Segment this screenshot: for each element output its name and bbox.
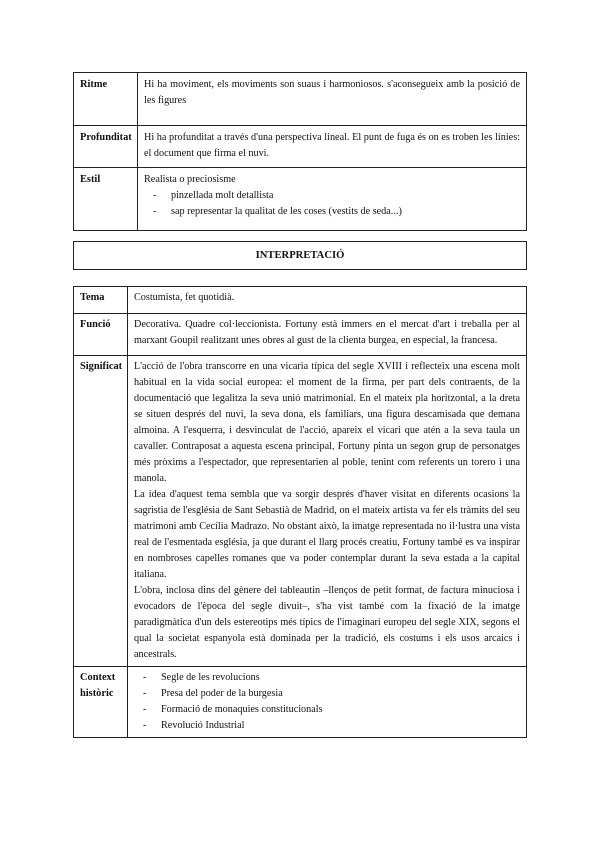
list-item: - Formació de monaquies constitucionals (134, 702, 520, 718)
row-significat (74, 356, 527, 667)
row-funcio (74, 314, 527, 356)
row-text: Costumista, fet quotidià. (128, 287, 527, 314)
row-label: Profunditat (74, 126, 138, 168)
significat-paragraph: L'obra, inclosa dins del gènere del tableautin –llenços de petit format, de factura minuciosa i evocadors de l'època del segle divuit–, s'ha vist també com la fixació de la imatge paradigmàtica d'un dels estereotips més típics de l'imaginari europeu del segle XIX, segons el qual la societat espanyola està dominada per la tradició, els costums i els usos arcaics i ancestrals. (134, 585, 520, 660)
row-text (128, 356, 527, 667)
row-estil (74, 168, 527, 231)
row-text (128, 667, 527, 738)
list-item: - Revolució Industrial (134, 718, 520, 734)
list-item: - sap representar la qualitat de les coses (vestits de seda...) (144, 204, 520, 220)
row-label: Funció (74, 314, 128, 356)
row-profunditat (74, 126, 527, 168)
context-list (134, 670, 520, 734)
interpretation-table (73, 286, 527, 738)
row-context (74, 667, 527, 738)
list-item: - Segle de les revolucions (134, 670, 520, 686)
row-label: Context històric (74, 667, 128, 738)
list-item: - Presa del poder de la burgesia (134, 686, 520, 702)
estil-intro: Realista o preciosisme (144, 174, 236, 185)
row-text: Hi ha profunditat a través d'una perspectiva lineal. El punt de fuga és on es troben les línies: el document que firma el nuvi. (138, 126, 527, 168)
significat-paragraph: La idea d'aquest tema sembla que va sorgir després d'haver visitat en diferents ocasions la sagristia de l'església de Sant Sebastià de Madrid, on el mateix artista va fer els tràmits del seu matrimoni amb Cecília Madrazo. No obstant això, la imatge representada no il·lustra una vista real de l'esmentada església, ja que durant el llarg procés creatiu, Fortuny també es va inspirar en nombroses capelles romanes que va poder contemplar durant la seva estada a la capital italiana. (134, 489, 520, 580)
row-tema (74, 287, 527, 314)
row-text: Hi ha moviment, els moviments son suaus i harmoniosos. s'aconsegueix amb la posició de les figures (138, 73, 527, 126)
formal-analysis-table (73, 72, 527, 231)
row-label: Estil (74, 168, 138, 231)
list-item: - pinzellada molt detallista (144, 188, 520, 204)
row-label: Ritme (74, 73, 138, 126)
section-heading: INTERPRETACIÓ (73, 241, 527, 270)
estil-list (144, 188, 520, 220)
row-text: Decorativa. Quadre col·leccionista. Fortuny està immers en el mercat d'art i treballa per al marxant Goupil realitzant unes obres al gust de la clienta burgea, en especial, la francesa. (128, 314, 527, 356)
significat-paragraph: L'acció de l'obra transcorre en una vicaria típica del segle XVIII i reflecteix una escena molt habitual en la vida social europea: el moment de la firma, per part dels contraents, de la documentació que legalitza la seva unió matrimonial. En el mateix pla horitzontal, a la dreta se situen després del nuvi, la seva dona, els familiars, una figura descamisada que demana almoina. A l'esquerra, i desvinculat de l'acció, apareix el vicari que atén a la seva taula un cavaller. Contraposat a aquesta escena principal, Fortuny pinta un segon grup de personatges més pròxims a l'espectador, que representarien al poble, tenint com referents un torero i una manola. (134, 361, 520, 484)
row-label: Significat (74, 356, 128, 667)
row-ritme (74, 73, 527, 126)
row-text (138, 168, 527, 231)
row-label: Tema (74, 287, 128, 314)
